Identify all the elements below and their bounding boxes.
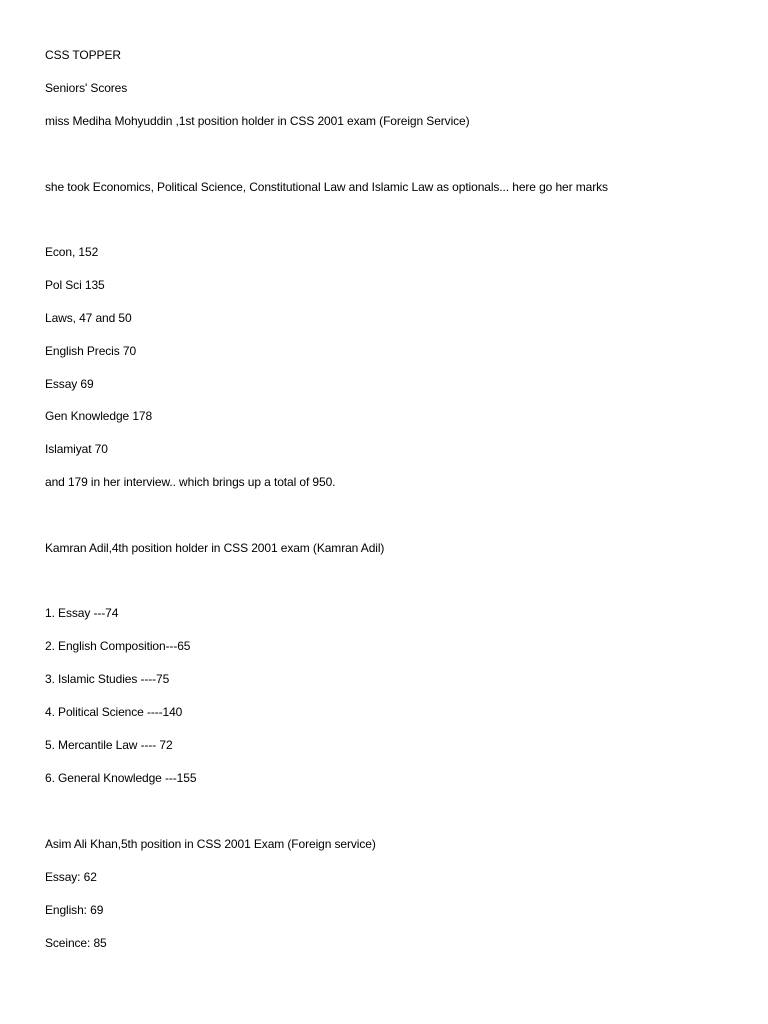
score-line: Pol Sci 135 [45,278,105,292]
score-line: Sceince: 85 [45,936,107,950]
score-line: 5. Mercantile Law ---- 72 [45,738,173,752]
score-line: Essay 69 [45,377,94,391]
score-line: Gen Knowledge 178 [45,409,153,423]
score-line: Laws, 47 and 50 [45,311,132,325]
section-intro-mediha: she took Economics, Political Science, Constitutional Law and Islamic Law as optionals... here go her marks [45,180,608,194]
score-line: Econ, 152 [45,245,99,259]
score-line: Islamiyat 70 [45,442,108,456]
score-line: English Precis 70 [45,344,137,358]
section-heading-kamran: Kamran Adil,4th position holder in CSS 2001 exam (Kamran Adil) [45,541,385,555]
score-line: 1. Essay ---74 [45,606,119,620]
score-line: 4. Political Science ----140 [45,705,183,719]
score-line: 2. English Composition---65 [45,639,191,653]
score-line: 3. Islamic Studies ----75 [45,672,170,686]
document-subtitle: Seniors' Scores [45,81,128,95]
section-heading-asim: Asim Ali Khan,5th position in CSS 2001 Exam (Foreign service) [45,837,376,851]
document-title: CSS TOPPER [45,48,121,62]
score-line: Essay: 62 [45,870,97,884]
section-summary-mediha: and 179 in her interview.. which brings up a total of 950. [45,475,336,489]
score-line: 6. General Knowledge ---155 [45,771,197,785]
score-line: English: 69 [45,903,104,917]
section-heading-mediha: miss Mediha Mohyuddin ,1st position holder in CSS 2001 exam (Foreign Service) [45,114,470,128]
